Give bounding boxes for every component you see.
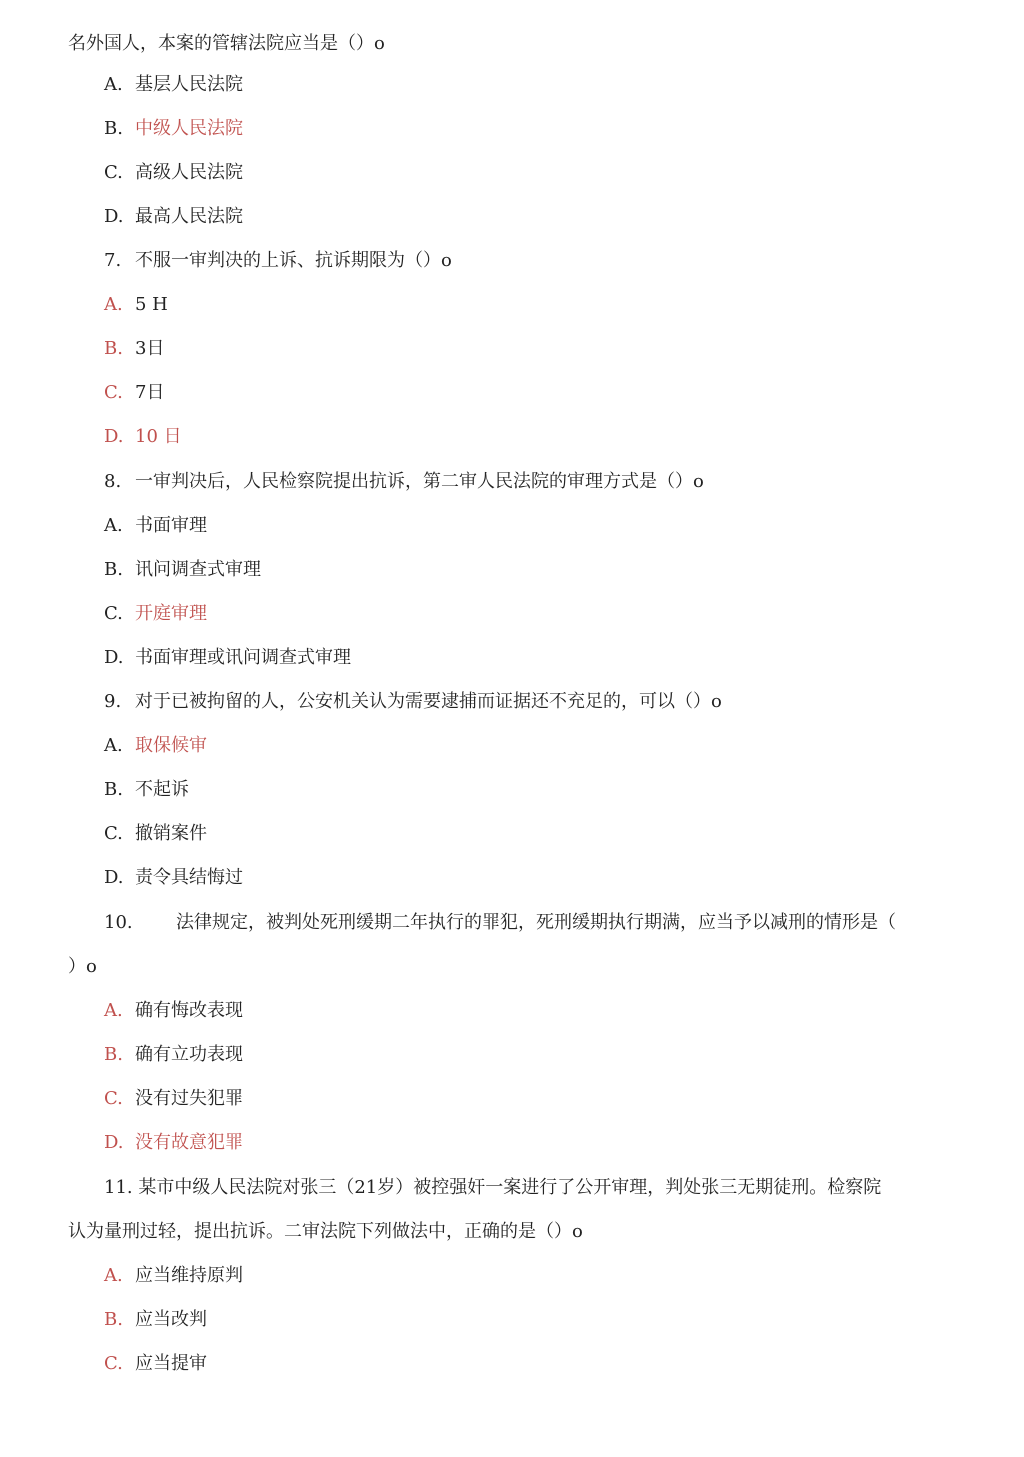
question-9 (104, 690, 722, 714)
question-number: 7. (104, 250, 122, 271)
option-letter-answer: A. (104, 1000, 123, 1021)
option-q6-a (104, 73, 243, 97)
option-text-answer: 10 日 (135, 426, 182, 447)
option-text: 书面审理或讯问调查式审理 (135, 647, 351, 668)
option-letter-answer: C. (104, 1353, 123, 1374)
option-q8-d (104, 646, 351, 670)
option-q10-b (104, 1043, 243, 1067)
option-q9-d (104, 866, 243, 890)
option-text: 7日 (135, 382, 165, 403)
question-stem-continuation: 名外国人，本案的管辖法院应当是（）o (68, 33, 385, 54)
option-letter-answer: A. (104, 294, 123, 315)
option-letter-answer: B. (104, 338, 123, 359)
option-letter: A. (104, 515, 123, 536)
option-letter-answer: C. (104, 382, 123, 403)
option-text-answer: 中级人民法院 (135, 118, 243, 139)
question-11: 11. 某市中级人民法院对张三（21岁）被控强奸一案进行了公开审理，判处张三无期徒刑。检察院 (104, 1177, 882, 1198)
option-q7-c (104, 381, 164, 405)
option-q7-d (104, 425, 182, 449)
option-text: 确有立功表现 (135, 1044, 243, 1065)
option-text-answer: 取保候审 (135, 735, 207, 756)
option-q9-c (104, 822, 207, 846)
question-10-stem-continuation: ）o (68, 956, 97, 977)
option-q6-c (104, 161, 243, 185)
option-text: 撤销案件 (135, 823, 207, 844)
option-letter-answer: B. (104, 1044, 123, 1065)
question-11-stem-continuation: 认为量刑过轻，提出抗诉。二审法院下列做法中，正确的是（）o (68, 1221, 583, 1242)
question-7 (104, 249, 452, 273)
option-q8-c (104, 602, 207, 626)
option-letter: A. (104, 74, 123, 95)
option-letter: C. (104, 823, 123, 844)
option-letter: A. (104, 735, 123, 756)
option-letter: B. (104, 118, 123, 139)
option-text: 没有过失犯罪 (135, 1088, 243, 1109)
option-text: 确有悔改表现 (135, 1000, 243, 1021)
option-q6-b (104, 117, 243, 141)
option-text: 讯问调查式审理 (135, 559, 261, 580)
option-text: 最高人民法院 (135, 206, 243, 227)
question-8 (104, 470, 704, 494)
option-text: 基层人民法院 (135, 74, 243, 95)
option-letter: B. (104, 559, 123, 580)
option-text: 不起诉 (135, 779, 189, 800)
option-q10-c (104, 1087, 243, 1111)
option-letter-answer: C. (104, 1088, 123, 1109)
option-q11-a (104, 1264, 243, 1288)
option-text: 书面审理 (135, 515, 207, 536)
option-q7-a (104, 293, 168, 317)
option-q11-c (104, 1352, 207, 1376)
option-q10-d (104, 1131, 243, 1155)
option-q11-b (104, 1308, 207, 1332)
option-q9-b (104, 778, 189, 802)
question-stem: 一审判决后，人民检察院提出抗诉，第二审人民法院的审理方式是（）o (135, 471, 704, 492)
option-text: 责令具结悔过 (135, 867, 243, 888)
question-stem: 法律规定，被判处死刑缓期二年执行的罪犯，死刑缓期执行期满，应当予以减刑的情形是（ (176, 912, 896, 933)
option-letter: B. (104, 779, 123, 800)
option-letter-answer: D. (104, 1132, 124, 1153)
question-number: 10. (104, 912, 133, 933)
option-letter-answer: B. (104, 1309, 123, 1330)
option-letter: C. (104, 162, 123, 183)
option-q8-a (104, 514, 207, 538)
question-stem: 不服一审判决的上诉、抗诉期限为（）o (135, 250, 452, 271)
option-text: 应当提审 (135, 1353, 207, 1374)
option-q7-b (104, 337, 164, 361)
option-text-answer: 没有故意犯罪 (135, 1132, 243, 1153)
option-text: 应当改判 (135, 1309, 207, 1330)
question-number: 9. (104, 691, 122, 712)
option-text: 应当维持原判 (135, 1265, 243, 1286)
option-letter-answer: D. (104, 426, 124, 447)
option-letter: D. (104, 867, 124, 888)
option-text: 5 H (135, 294, 168, 315)
question-number: 8. (104, 471, 122, 492)
option-letter: D. (104, 647, 124, 668)
question-10 (104, 911, 896, 935)
option-letter-answer: A. (104, 1265, 123, 1286)
option-q9-a (104, 734, 207, 758)
option-q10-a (104, 999, 243, 1023)
question-stem: 对于已被拘留的人，公安机关认为需要逮捕而证据还不充足的，可以（）o (135, 691, 722, 712)
option-q6-d (104, 205, 243, 229)
option-q8-b (104, 558, 261, 582)
option-text: 3日 (135, 338, 165, 359)
option-text: 高级人民法院 (135, 162, 243, 183)
option-letter: C. (104, 603, 123, 624)
option-letter: D. (104, 206, 124, 227)
option-text-answer: 开庭审理 (135, 603, 207, 624)
